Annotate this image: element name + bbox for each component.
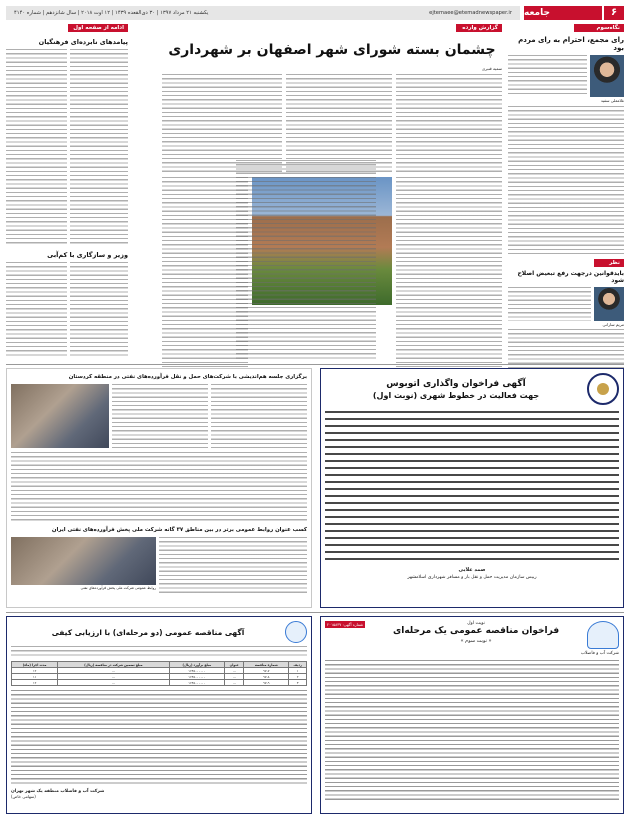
tender-subtitle: « نوبت سوم »	[460, 638, 492, 644]
ad-bus-tender	[320, 368, 624, 608]
ad-subtitle: جهت فعالیت در خطوط شهری (نوبت اول)	[372, 390, 540, 400]
article-title[interactable]: رای مجمع، احترام به رای مردم بود	[518, 36, 624, 52]
tender-table	[11, 661, 307, 686]
tender-title[interactable]: فراخوان مناقصه عمومی یک مرحله‌ای	[393, 626, 560, 636]
company-name: شرکت آب و فاضلاب	[580, 651, 619, 656]
photo-caption: غلامعلی سفید	[600, 98, 624, 103]
page-header	[6, 6, 624, 20]
ad-title[interactable]: آگهی فراخوان واگذاری اتوبوس	[386, 378, 526, 389]
left-article-title[interactable]: پیامدهای نابرده‌ای فرهنگیان	[38, 38, 128, 46]
ad-code: شماره آگهی: ۲۰۱۵۸۳۷	[327, 622, 364, 627]
section-label-2: نظر	[594, 259, 624, 267]
ad-tender-one-stage	[320, 616, 624, 814]
header-email[interactable]: ejtemaee@etemadnewspaper.ir	[429, 10, 512, 16]
water-logo-icon	[285, 621, 307, 643]
ad-signatory: صمد علایی	[458, 567, 486, 573]
article-kicker: گزارش وارده	[456, 24, 502, 32]
section-label-left: ادامه از صفحه اول	[68, 24, 128, 32]
water-company-logo-icon	[587, 621, 619, 649]
municipality-logo-icon	[587, 373, 619, 405]
author-photo	[590, 55, 624, 97]
table-header: شماره مناقصه	[244, 662, 289, 668]
page-number: ۶	[602, 6, 624, 20]
oil-news-box	[6, 368, 312, 608]
ad-tender-two-stage	[6, 616, 312, 814]
photo-caption-2: مریم سارانی	[602, 322, 624, 327]
table-header: مدت اجرا (ماه)	[12, 662, 58, 668]
table-header: مبلغ تضمین شرکت در مناقصه (ریال)	[58, 662, 169, 668]
table-row: ۱ ۹۷-۷ ... ۱۶۴۵۰۰۰۰۰۰ ... ۱۲	[12, 668, 307, 674]
article-byline: سمیه قنبری	[482, 66, 502, 71]
oil-news-title[interactable]: برگزاری جلسه هم‌اندیشی با شرکت‌های حمل و نقل فرآورده‌های نفتی در منطقه کردستان	[68, 374, 307, 380]
left-column	[6, 24, 128, 360]
tender2-footer: شرکت آب و فاضلاب منطقه یک شهر تهران	[11, 789, 105, 794]
table-row: ۲ ۹۷-۸ ... ۱۶۴۵۰۰۰۰۰۰ ... ۱۱	[12, 674, 307, 680]
table-header: مبلغ برآورد (ریال)	[169, 662, 225, 668]
header-bar	[6, 6, 520, 20]
table-header: عنوان	[225, 662, 244, 668]
main-headline[interactable]: چشمان بسته شورای شهر اصفهان بر شهرداری	[168, 42, 496, 58]
ad-tag: نوبت اول	[467, 621, 485, 626]
tender2-title[interactable]: آگهی مناقصه عمومی (دو مرحله‌ای) با ارزیابی کیفی	[51, 627, 245, 637]
tender2-footer-2: (سهامی خاص)	[11, 794, 36, 799]
oil-news-title-2[interactable]: کسب عنوان روابط عمومی برتر در بین مناطق ۳۷ گانه شرکت ملی پخش فرآورده‌های نفتی ایران	[51, 527, 307, 533]
author-photo-2	[594, 287, 624, 321]
right-column	[508, 24, 624, 360]
photo-caption-oil: روابط عمومی شرکت ملی پخش فرآورده‌های نفتی	[80, 586, 156, 590]
meeting-photo	[11, 384, 109, 448]
left-article-title-2[interactable]: وزیر و سازگاری با کم‌آبی	[47, 251, 128, 259]
table-row: ۳ ۹۷-۹ ... ۱۶۴۵۰۰۰۰۰۰ ... ۱۲	[12, 680, 307, 686]
article-title-2[interactable]: بایدقوانین درجهت رفع تبعیض اصلاح شود	[517, 270, 624, 284]
table-header: ردیف	[289, 662, 307, 668]
award-photo	[11, 537, 156, 585]
ad-signatory-title: رییس سازمان مدیریت حمل و نقل بار و مسافر شهرداری اسلامشهر	[407, 575, 537, 580]
header-date-line: یکشنبه ۲۱ مرداد ۱۳۹۷ | ۳۰ ذی‌القعده ۱۴۳۹ | ۱۲ اوت ۲۰۱۸ | سال شانزدهم | شماره ۴۱۴۰	[14, 10, 209, 16]
section-tab: جامعه	[524, 6, 624, 20]
section-label: نگاه‌سوم	[574, 24, 624, 32]
